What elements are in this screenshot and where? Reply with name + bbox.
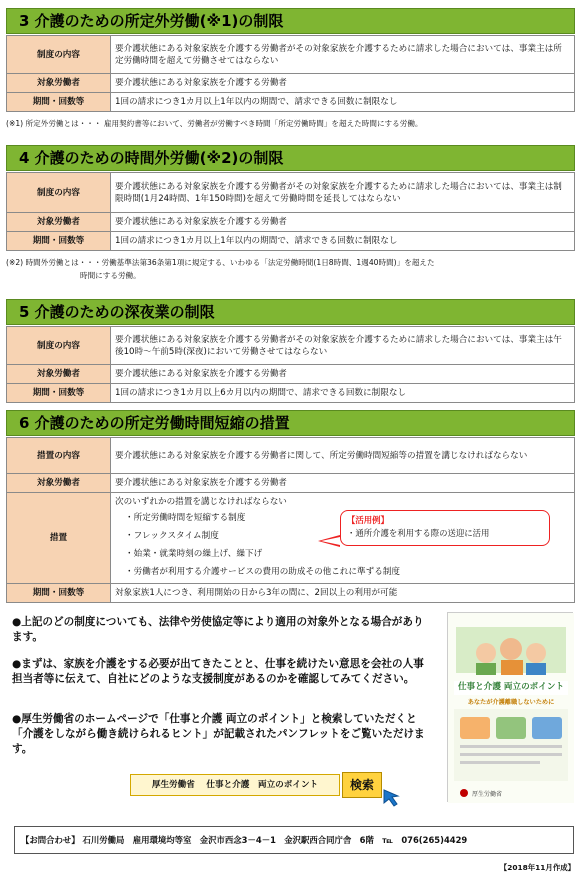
pamphlet-title: 仕事と介護 両立のポイント bbox=[457, 682, 565, 692]
measure-item: ・フレックスタイム制度 bbox=[125, 531, 219, 541]
callout-pointer-inner bbox=[321, 537, 340, 545]
search-keyword-box[interactable]: 厚生労働省 仕事と介護 両立のポイント bbox=[130, 774, 340, 796]
section6-period: 対象家族1人につき、利用開始の日から3年の間に、2回以上の利用が可能 bbox=[111, 584, 575, 603]
measure-intro: 次のいずれかの措置を講じなければならない bbox=[115, 497, 287, 507]
info-paragraph-1: ●上記のどの制度についても、法律や労使協定等により適用の対象外となる場合があります。 bbox=[12, 616, 424, 643]
section3-target: 要介護状態にある対象家族を介護する労働者 bbox=[111, 74, 575, 93]
label-target: 対象労働者 bbox=[7, 74, 111, 93]
label-content: 制度の内容 bbox=[7, 36, 111, 74]
label-period: 期間・回数等 bbox=[7, 384, 111, 403]
table-row bbox=[7, 93, 575, 112]
section4-note bbox=[6, 256, 576, 282]
pamphlet-image bbox=[447, 612, 573, 802]
section4-table bbox=[6, 172, 575, 251]
label-period: 期間・回数等 bbox=[7, 232, 111, 251]
table-row bbox=[7, 327, 575, 365]
usage-example-callout bbox=[340, 510, 550, 546]
section5-title: 5 介護のための深夜業の制限 bbox=[6, 299, 575, 325]
label-measure-content: 措置の内容 bbox=[7, 438, 111, 474]
section6-content: 要介護状態にある対象家族を介護する労働者に関して、所定労働時間短縮等の措置を講じなければならない bbox=[111, 438, 575, 474]
label-period: 期間・回数等 bbox=[7, 584, 111, 603]
table-row bbox=[7, 365, 575, 384]
label-target: 対象労働者 bbox=[7, 474, 111, 493]
section4-content: 要介護状態にある対象家族を介護する労働者がその対象家族を介護するために請求した場合においては、事業主は制限時間(1月24時間、1年150時間)を超えて労働時間を延長してはならない bbox=[111, 173, 575, 213]
label-target: 対象労働者 bbox=[7, 213, 111, 232]
section4-title: 4 介護のための時間外労働(※2)の制限 bbox=[6, 145, 575, 171]
table-row bbox=[7, 584, 575, 603]
section3-note: (※1) 所定外労働とは・・・ 雇用契約書等において、労働者が労働すべき時間「所定労働時間」を超えた時間にする労働。 bbox=[6, 119, 423, 128]
table-row bbox=[7, 74, 575, 93]
label-content: 制度の内容 bbox=[7, 173, 111, 213]
section5-content: 要介護状態にある対象家族を介護する労働者がその対象家族を介護するために請求した場合においては、事業主は午後10時～午前5時(深夜)において労働させてはならない bbox=[111, 327, 575, 365]
measure-item: ・労働者が利用する介護サービスの費用の助成その他これに準ずる制度 bbox=[125, 567, 401, 577]
section5-table bbox=[6, 326, 575, 403]
section3-title: 3 介護のための所定外労働(※1)の制限 bbox=[6, 8, 575, 34]
table-row bbox=[7, 36, 575, 74]
measure-item: ・始業・就業時刻の繰上げ、繰下げ bbox=[125, 549, 263, 559]
section3-content: 要介護状態にある対象家族を介護する労働者がその対象家族を介護するために請求した場合においては、事業主は所定労働時間を超えて労働させてはならない bbox=[111, 36, 575, 74]
label-period: 期間・回数等 bbox=[7, 93, 111, 112]
section6-title: 6 介護のための所定労働時間短縮の措置 bbox=[6, 410, 575, 436]
contact-info: 【お問合わせ】 石川労働局 雇用環境均等室 金沢市西念3－4－1 金沢駅西合同庁舎 6階 ℡ 076(265)4429 bbox=[14, 826, 574, 854]
table-row bbox=[7, 213, 575, 232]
label-target: 対象労働者 bbox=[7, 365, 111, 384]
section4-note-line2: 時間にする労働。 bbox=[80, 271, 141, 280]
cursor-arrow-icon bbox=[380, 786, 404, 808]
table-row bbox=[7, 384, 575, 403]
section4-target: 要介護状態にある対象家族を介護する労働者 bbox=[111, 213, 575, 232]
section5-target: 要介護状態にある対象家族を介護する労働者 bbox=[111, 365, 575, 384]
table-row bbox=[7, 438, 575, 474]
section3-period: 1回の請求につき1カ月以上1年以内の期間で、請求できる回数に制限なし bbox=[111, 93, 575, 112]
info-paragraph-2: ●まずは、家族を介護をする必要が出てきたことと、仕事を続けたい意思を会社の人事担当者等に伝えて、自社にどのような支援制度があるのかを確認してみてください。 bbox=[12, 658, 424, 685]
table-row bbox=[7, 232, 575, 251]
section5-period: 1回の請求につき1カ月以上6カ月以内の期間で、請求できる回数に制限なし bbox=[111, 384, 575, 403]
label-measure: 措置 bbox=[7, 493, 111, 584]
table-row bbox=[7, 474, 575, 493]
measure-item: ・所定労働時間を短縮する制度 bbox=[125, 513, 246, 523]
search-button[interactable]: 検索 bbox=[342, 772, 382, 798]
label-content: 制度の内容 bbox=[7, 327, 111, 365]
table-row bbox=[7, 173, 575, 213]
info-paragraph-3: ●厚生労働省のホームページで「仕事と介護 両立のポイント」と検索していただくと「介護をしながら働き続けられるヒント」が記載されたパンフレットをご覧いただけます。 bbox=[12, 713, 425, 755]
pamphlet-subtitle: あなたが介護離職しないために bbox=[467, 699, 555, 706]
callout-title: 【活用例】 bbox=[347, 515, 389, 525]
callout-text: ・通所介護を利用する際の送迎に活用 bbox=[347, 528, 490, 538]
created-date: 【2018年11月作成】 bbox=[499, 863, 575, 872]
section4-period: 1回の請求につき1カ月以上1年以内の期間で、請求できる回数に制限なし bbox=[111, 232, 575, 251]
section3-table bbox=[6, 35, 575, 112]
pamphlet-illustration bbox=[448, 613, 574, 803]
section6-target: 要介護状態にある対象家族を介護する労働者 bbox=[111, 474, 575, 493]
pamphlet-issuer: 厚生労働省 bbox=[472, 791, 503, 798]
section4-note-line1: (※2) 時間外労働とは・・・労働基準法第36条第1項に規定する、いわゆる「法定労働時間(1日8時間、1週40時間)」を超えた bbox=[6, 258, 435, 267]
